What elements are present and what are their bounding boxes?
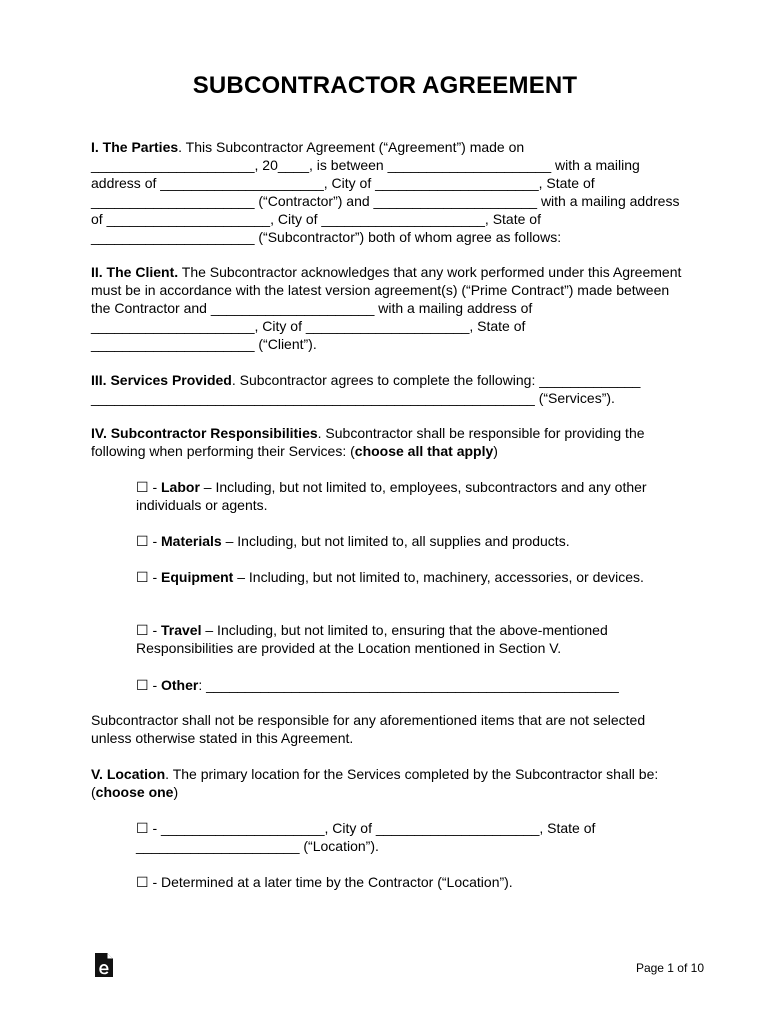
section-client-heading: II. The Client. xyxy=(91,264,179,280)
section-location-emphasis: choose one xyxy=(95,784,174,800)
option-travel xyxy=(136,621,696,657)
option-other xyxy=(136,676,696,694)
section-location xyxy=(91,765,687,801)
option-materials-label: Materials xyxy=(161,533,222,549)
option-equipment xyxy=(136,568,696,586)
option-labor xyxy=(136,478,696,514)
section-client-text: The Subcontractor acknowledges that any work performed under this Agreement must be in accordance with the latest version agreement(s) (“Prime Contract”) made between the Contractor and _____________________ with a mailing address of _____________________, City of _____________________, State of _____________________ (“Client”). xyxy=(91,264,682,352)
location-option-later[interactable]: ☐ - Determined at a later time by the Contractor (“Location”). xyxy=(136,874,513,890)
section-location-heading: V. Location xyxy=(91,766,166,782)
page-number: Page 1 of 10 xyxy=(635,961,704,975)
option-travel-label: Travel xyxy=(161,622,202,638)
option-other-text: : _____________________________________________________ xyxy=(198,677,619,693)
option-materials xyxy=(136,532,696,550)
checkbox-icon[interactable]: ☐ - xyxy=(136,622,161,638)
section-parties-text: . This Subcontractor Agreement (“Agreement”) made on _____________________, 20____, is between _____________________ with a mailing address of _____________________, City of _____________________, State of _____________________ (“Contractor”) and _____________________ with a mailing address of _____________________, City of _____________________, State of _____________________ (“Subcontractor”) both of whom agree as follows: xyxy=(91,139,680,245)
section-parties xyxy=(91,138,687,246)
section-services-text: . Subcontractor agrees to complete the following: _____________ _________________________________________________________ (“Services”). xyxy=(91,372,641,406)
section-responsibilities-text-end: ) xyxy=(493,443,498,459)
option-labor-label: Labor xyxy=(161,479,200,495)
checkbox-icon[interactable]: ☐ - xyxy=(136,479,161,495)
option-labor-text: – Including, but not limited to, employees, subcontractors and any other individuals or agents. xyxy=(136,479,647,513)
section-parties-heading: I. The Parties xyxy=(91,139,179,155)
checkbox-icon[interactable]: ☐ - xyxy=(136,569,161,585)
section-responsibilities-text: . Subcontractor shall be responsible for providing the following when performing their Services: ( xyxy=(91,425,645,459)
logo-icon xyxy=(94,952,114,978)
section-responsibilities-emphasis: choose all that apply xyxy=(354,443,494,459)
section-services xyxy=(91,371,687,407)
document-title: SUBCONTRACTOR AGREEMENT xyxy=(192,72,578,99)
checkbox-icon[interactable]: ☐ - xyxy=(136,677,161,693)
section-services-heading: III. Services Provided xyxy=(91,372,232,388)
option-other-label: Other xyxy=(161,677,199,693)
checkbox-icon[interactable]: ☐ - xyxy=(136,533,161,549)
option-travel-text: – Including, but not limited to, ensuring that the above-mentioned Responsibilities are provided at the Location mentioned in Section V. xyxy=(136,622,608,656)
responsibilities-note: Subcontractor shall not be responsible for any aforementioned items that are not selected unless otherwise stated in this Agreement. xyxy=(91,712,646,746)
option-materials-text: – Including, but not limited to, all supplies and products. xyxy=(221,533,570,549)
section-location-text: . The primary location for the Services completed by the Subcontractor shall be: ( xyxy=(91,766,659,800)
section-responsibilities xyxy=(91,424,687,460)
section-responsibilities-heading: IV. Subcontractor Responsibilities xyxy=(91,425,318,441)
option-equipment-label: Equipment xyxy=(161,569,234,585)
section-client xyxy=(91,263,687,353)
section-location-text-end: ) xyxy=(173,784,179,800)
option-equipment-text: – Including, but not limited to, machinery, accessories, or devices. xyxy=(233,569,644,585)
location-option-address[interactable]: ☐ - _____________________, City of _____________________, State of _____________________ (“Location”). xyxy=(136,820,596,854)
